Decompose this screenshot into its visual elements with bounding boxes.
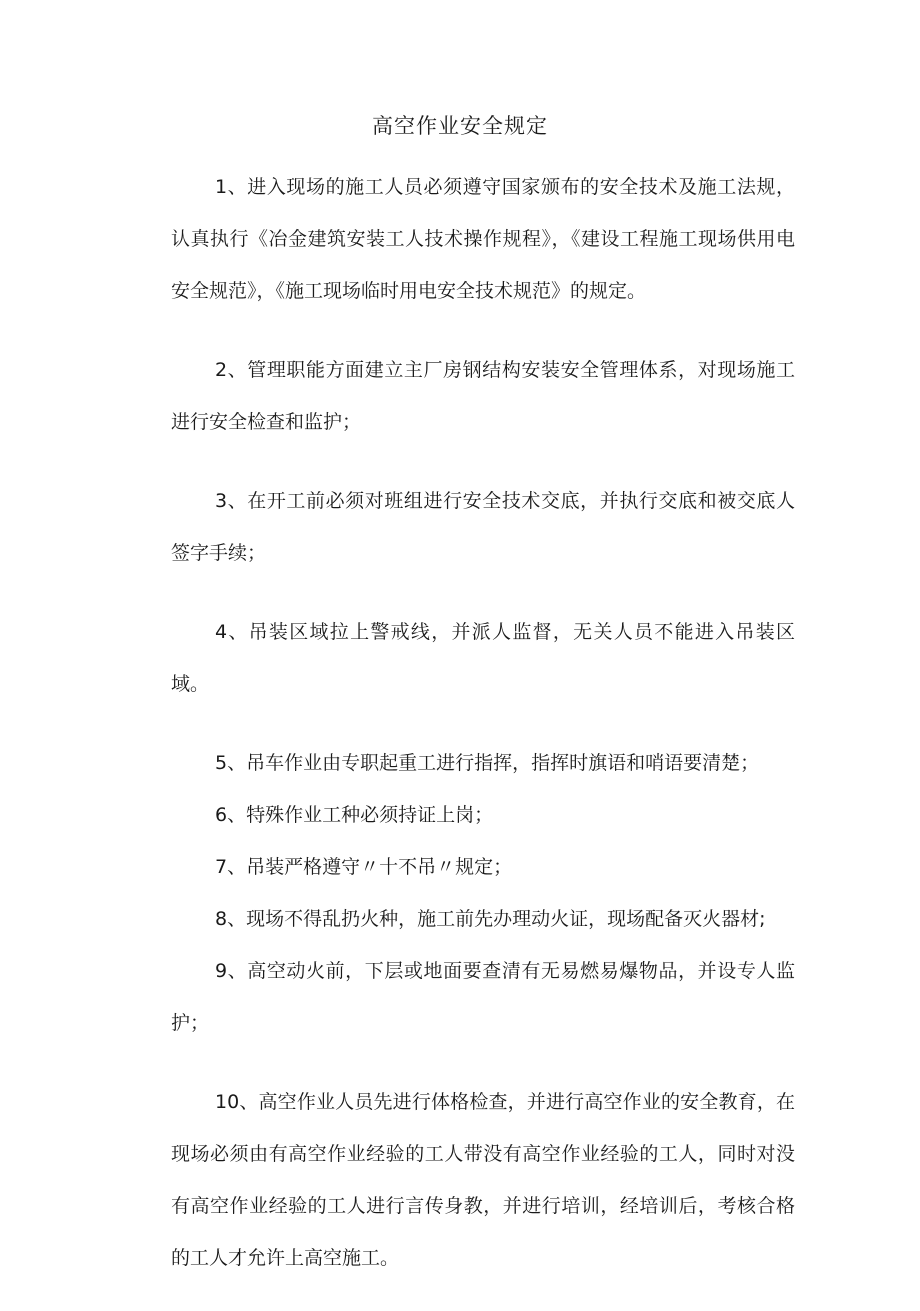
paragraph-5: 5、吊车作业由专职起重工进行指挥，指挥时旗语和哨语要清楚； — [215, 752, 760, 774]
paragraph-7: 7、吊装严格遵守〃十不吊〃规定； — [215, 856, 513, 878]
paragraph-1: 1、进入现场的施工人员必须遵守国家颁布的安全技术及施工法规，认真执行《冶金建筑安装工人技术操作规程》，《建设工程施工现场供用电安全规范》，《施工现场临时用电安全技术规范》的规定。 — [171, 176, 795, 302]
paragraph-4: 4、吊装区域拉上警戒线，并派人监督，无关人员不能进入吊装区域。 — [171, 621, 795, 695]
paragraph-9: 9、高空动火前，下层或地面要查清有无易燃易爆物品，并设专人监护； — [171, 960, 795, 1034]
paragraph-6: 6、特殊作业工种必须持证上岗； — [215, 804, 494, 826]
paragraph-3: 3、在开工前必须对班组进行安全技术交底，并执行交底和被交底人签字手续； — [171, 490, 795, 564]
paragraph-8: 8、现场不得乱扔火种，施工前先办理动火证，现场配备灭火器材; — [215, 908, 766, 930]
paragraph-2: 2、管理职能方面建立主厂房钢结构安装安全管理体系，对现场施工进行安全检查和监护； — [171, 359, 795, 433]
document-body — [171, 161, 795, 1311]
paragraph-10: 10、高空作业人员先进行体格检查，并进行高空作业的安全教育，在现场必须由有高空作业经验的工人带没有高空作业经验的工人，同时对没有高空作业经验的工人进行言传身教，并进行培训，经培训后，考核合格的工人才允许上高空施工。 — [171, 1091, 795, 1269]
document-title: 高空作业安全规定 — [372, 114, 548, 138]
